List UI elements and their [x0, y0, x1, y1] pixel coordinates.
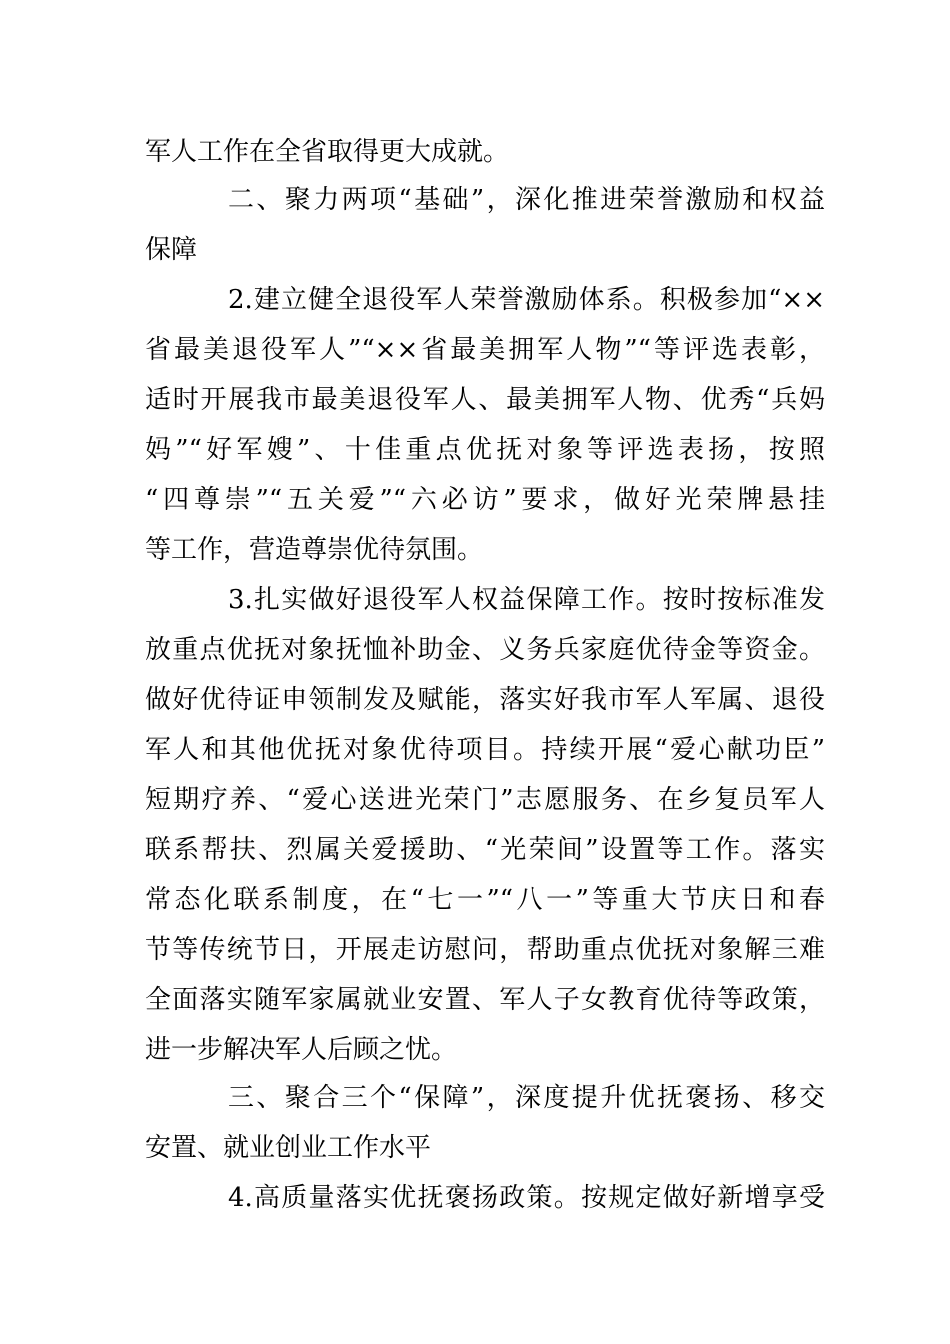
paragraph-line: 等工作，营造尊崇优待氛围。	[145, 535, 484, 565]
paragraph-line: 全面落实随军家属就业安置、军人子女教育优待等政策，	[145, 985, 825, 1015]
paragraph-line: 短期疗养、“爱心送进光荣门”志愿服务、在乡复员军人	[145, 785, 825, 815]
paragraph-line: 妈”“好军嫂”、十佳重点优抚对象等评选表扬，按照	[145, 435, 825, 465]
paragraph-line: 联系帮扶、烈属关爱援助、“光荣间”设置等工作。落实	[145, 835, 825, 865]
paragraph-line: 省最美退役军人”“××省最美拥军人物”“等评选表彰，	[145, 335, 825, 365]
paragraph-line: 常态化联系制度，在“七一”“八一”等重大节庆日和春	[145, 885, 825, 915]
paragraph-line: “四尊崇”“五关爱”“六必访”要求，做好光荣牌悬挂	[145, 485, 825, 515]
paragraph-line: 2.建立健全退役军人荣誉激励体系。积极参加“××	[228, 285, 825, 315]
paragraph-line: 4.高质量落实优抚褒扬政策。按规定做好新增享受	[228, 1183, 825, 1213]
paragraph-line: 做好优待证申领制发及赋能，落实好我市军人军属、退役	[145, 685, 825, 715]
paragraph-line: 进一步解决军人后顾之忧。	[145, 1035, 458, 1065]
paragraph-line: 节等传统节日，开展走访慰问，帮助重点优抚对象解三难	[145, 935, 825, 965]
paragraph-line: 适时开展我市最美退役军人、最美拥军人物、优秀“兵妈	[145, 385, 825, 415]
paragraph-line: 3.扎实做好退役军人权益保障工作。按时按标准发	[228, 585, 825, 615]
section-heading: 三、聚合三个“保障”，深度提升优抚褒扬、移交	[228, 1083, 825, 1113]
text-line: 军人工作在全省取得更大成就。	[145, 137, 510, 167]
paragraph-line: 军人和其他优抚对象优待项目。持续开展“爱心献功臣”	[145, 735, 825, 765]
section-heading: 二、聚力两项“基础”，深化推进荣誉激励和权益	[228, 185, 825, 215]
section-heading-continued: 安置、就业创业工作水平	[145, 1133, 432, 1163]
section-heading-continued: 保障	[145, 235, 198, 265]
paragraph-line: 放重点优抚对象抚恤补助金、义务兵家庭优待金等资金。	[145, 635, 825, 665]
